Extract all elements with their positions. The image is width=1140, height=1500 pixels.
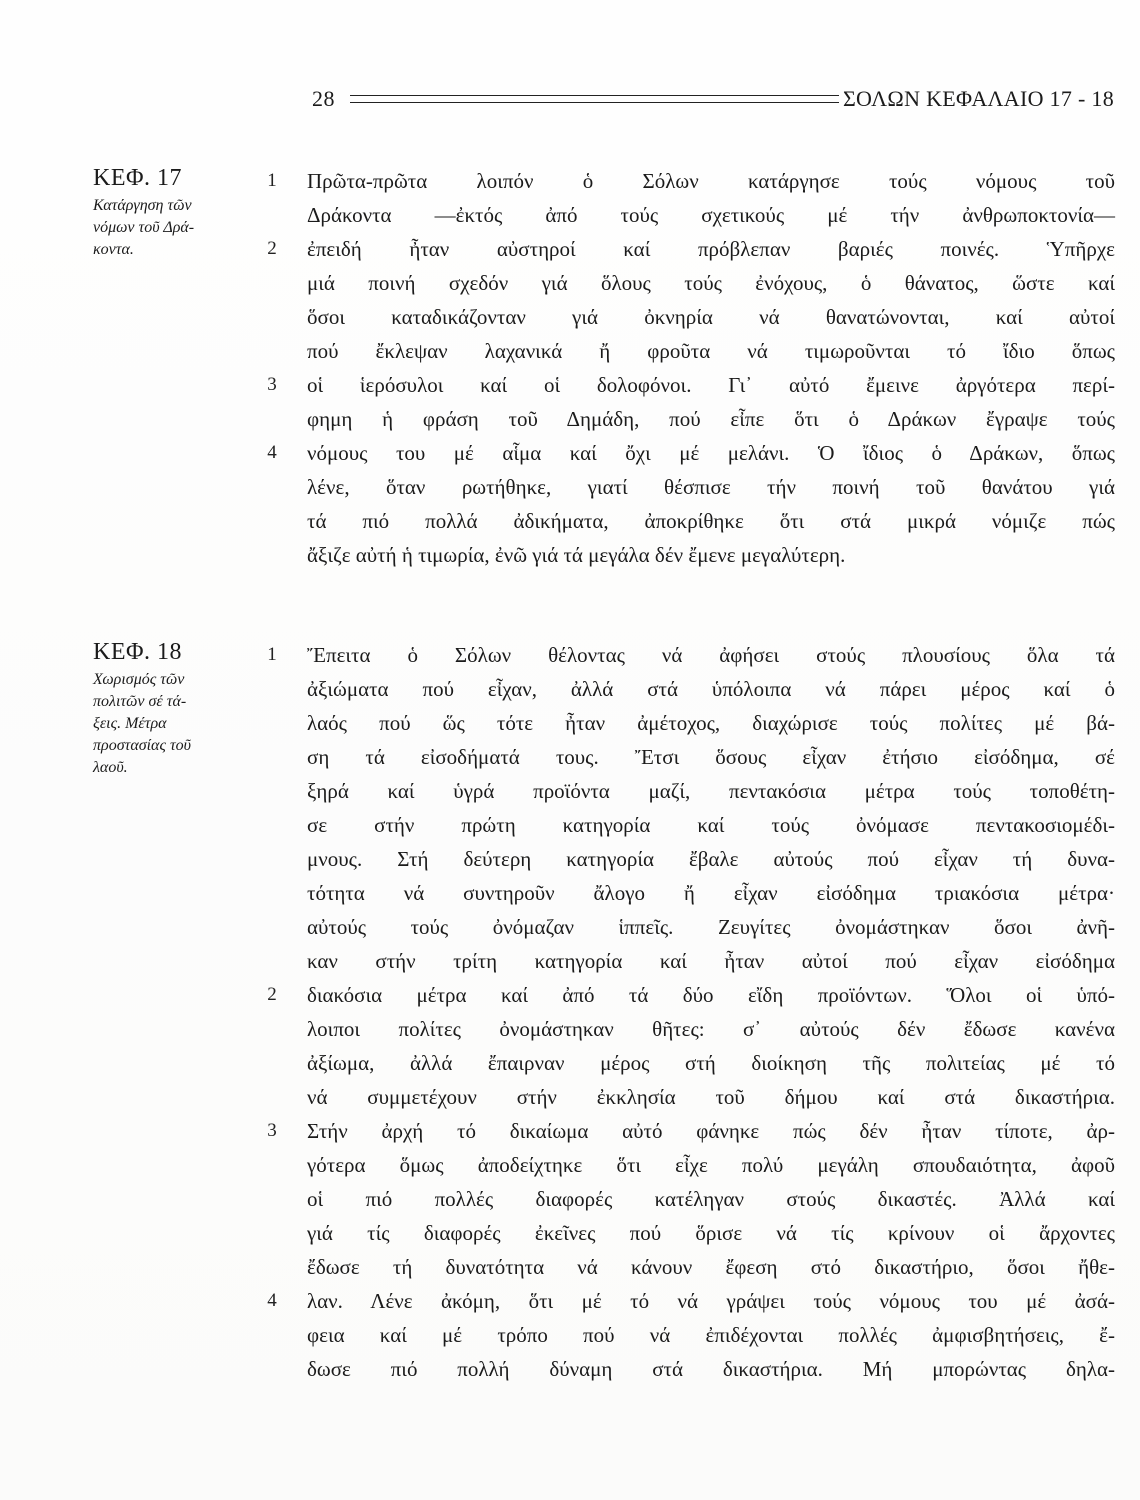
line-text: διακόσια μέτρα καί ἀπό τά δύο εἴδη προϊόντων. Ὅλοι οἱ ὑπό-	[307, 983, 1115, 1007]
paragraph-marker: 2	[267, 238, 277, 259]
chapter-18-side-note	[93, 638, 253, 779]
text-line	[267, 368, 1115, 402]
line-text: δωσε πιό πολλή δύναμη στά δικαστήρια. Μή μπορώντας δηλα-	[307, 1357, 1115, 1381]
text-line	[267, 232, 1115, 266]
chapter-17-note-line: Κατάργηση τῶν	[93, 197, 192, 214]
line-text: νόμους του μέ αἷμα καί ὄχι μέ μελάνι. Ὁ ἴδιος ὁ Δράκων, ὅπως	[307, 441, 1115, 465]
line-text: λένε, ὅταν ρωτήθηκε, γιατί θέσπισε τήν ποινή τοῦ θανάτου γιά	[307, 475, 1115, 499]
chapter-18-note-line: λαοῦ.	[93, 759, 128, 776]
chapter-17-note-line: κοντα.	[93, 241, 134, 258]
line-text: ἀξίωμα, ἀλλά ἔπαιρναν μέρος στή διοίκηση τῆς πολιτείας μέ τό	[307, 1051, 1115, 1075]
text-line	[307, 198, 1115, 232]
line-text: ἐπειδή ἦταν αὐστηροί καί πρόβλεπαν βαριές ποινές. Ὑπῆρχε	[307, 237, 1115, 261]
header-rule	[350, 95, 839, 103]
text-line	[307, 1046, 1115, 1080]
line-text: λαός πού ὥς τότε ἦταν ἀμέτοχος, διαχώρισε τούς πολίτες μέ βά-	[307, 711, 1115, 735]
line-text: Στήν ἀρχή τό δικαίωμα αὐτό φάνηκε πώς δέν ἦταν τίποτε, ἀρ-	[307, 1119, 1115, 1143]
paragraph-marker: 1	[267, 170, 277, 191]
line-text: γότερα ὅμως ἀποδείχτηκε ὅτι εἶχε πολύ μεγάλη σπουδαιότητα, ἀφοῦ	[307, 1153, 1115, 1177]
line-text: λαν. Λένε ἀκόμη, ὅτι μέ τό νά γράψει τούς νόμους του μέ ἀσά-	[307, 1289, 1115, 1313]
text-line	[307, 1352, 1115, 1386]
text-line	[307, 504, 1115, 538]
text-line	[307, 1216, 1115, 1250]
text-line	[307, 266, 1115, 300]
paragraph-marker: 3	[267, 374, 277, 395]
text-line	[307, 910, 1115, 944]
line-text: τά πιό πολλά ἀδικήματα, ἀποκρίθηκε ὅτι στά μικρά νόμιζε πώς	[307, 509, 1115, 533]
text-line	[307, 672, 1115, 706]
running-head-title: ΣΟΛΩΝ ΚΕΦΑΛΑΙΟ 17 - 18	[842, 86, 1114, 111]
text-line	[307, 1080, 1115, 1114]
chapter-18-label: ΚΕΦ. 18	[93, 639, 183, 665]
line-text: λοιποι πολίτες ὀνομάστηκαν θῆτες: σ᾽ αὐτούς δέν ἔδωσε κανένα	[307, 1017, 1115, 1041]
paragraph-marker: 4	[267, 1290, 277, 1311]
text-line	[307, 808, 1115, 842]
text-line	[307, 470, 1115, 504]
line-text: αὐτούς τούς ὀνόμαζαν ἱππεῖς. Ζευγίτες ὀνομάστηκαν ὅσοι ἀνῆ-	[307, 915, 1115, 939]
paragraph-marker: 2	[267, 984, 277, 1005]
text-line	[267, 164, 1115, 198]
text-line	[267, 978, 1115, 1012]
line-text: πού ἔκλεψαν λαχανικά ἤ φροῦτα νά τιμωροῦνται τό ἴδιο ὅπως	[307, 339, 1115, 363]
line-text: σε στήν πρώτη κατηγορία καί τούς ὀνόμασε πεντακοσιομέδι-	[307, 813, 1115, 837]
chapter-18-note-line: ξεις. Μέτρα	[93, 715, 167, 732]
text-line	[267, 436, 1115, 470]
chapter-18-note-line: προστασίας τοῦ	[93, 737, 192, 754]
text-line	[307, 1012, 1115, 1046]
line-text: ἔδωσε τή δυνατότητα νά κάνουν ἔφεση στό δικαστήριο, ὅσοι ἤθε-	[307, 1255, 1115, 1279]
text-line	[307, 944, 1115, 978]
line-text: οἱ ἱερόσυλοι καί οἱ δολοφόνοι. Γι᾽ αὐτό ἔμεινε ἀργότερα περί-	[307, 373, 1115, 397]
line-text: Δράκοντα —ἐκτός ἀπό τούς σχετικούς μέ τήν ἀνθρωποκτονία—	[307, 203, 1115, 227]
text-line	[307, 842, 1115, 876]
text-line	[307, 740, 1115, 774]
paragraph-marker: 4	[267, 442, 277, 463]
chapter-18-text	[267, 638, 1115, 1386]
line-text: οἱ πιό πολλές διαφορές κατέληγαν στούς δικαστές. Ἀλλά καί	[307, 1187, 1115, 1211]
chapter-18-note-line: Χωρισμός τῶν	[93, 671, 185, 688]
text-line	[307, 402, 1115, 436]
text-line	[307, 706, 1115, 740]
chapter-17-text	[267, 164, 1115, 572]
paragraph-marker: 1	[267, 644, 277, 665]
text-line	[307, 538, 1115, 572]
text-line	[307, 1182, 1115, 1216]
chapter-17-note-line: νόμων τοῦ Δρά-	[93, 219, 195, 236]
paragraph-marker: 3	[267, 1120, 277, 1141]
line-text: φεια καί μέ τρόπο πού νά ἐπιδέχονται πολλές ἀμφισβητήσεις, ἔ-	[307, 1323, 1115, 1347]
line-text: ση τά εἰσοδήματά τους. Ἔτσι ὅσους εἶχαν ἐτήσιο εἰσόδημα, σέ	[307, 745, 1115, 769]
line-text: μιά ποινή σχεδόν γιά ὅλους τούς ἐνόχους, ὁ θάνατος, ὥστε καί	[307, 271, 1115, 295]
line-text: Ἔπειτα ὁ Σόλων θέλοντας νά ἀφήσει στούς πλουσίους ὅλα τά	[307, 643, 1115, 667]
running-header	[312, 84, 1114, 114]
text-line	[267, 1284, 1115, 1318]
line-text: ξηρά καί ὑγρά προϊόντα μαζί, πεντακόσια μέτρα τούς τοποθέτη-	[307, 779, 1115, 803]
line-text: καν στήν τρίτη κατηγορία καί ἦταν αὐτοί πού εἶχαν εἰσόδημα	[307, 949, 1115, 973]
text-line	[307, 774, 1115, 808]
text-line	[307, 1318, 1115, 1352]
text-line	[307, 876, 1115, 910]
text-line	[307, 300, 1115, 334]
text-line	[267, 638, 1115, 672]
line-text: τότητα νά συντηροῦν ἄλογο ἤ εἶχαν εἰσόδημα τριακόσια μέτρα·	[307, 881, 1115, 905]
line-text: φημη ἡ φράση τοῦ Δημάδη, πού εἶπε ὅτι ὁ Δράκων ἔγραψε τούς	[307, 407, 1115, 431]
chapter-18-note-line: πολιτῶν σέ τά-	[93, 693, 187, 710]
text-line	[307, 1250, 1115, 1284]
chapter-17-label: ΚΕΦ. 17	[93, 165, 183, 191]
page-number: 28	[312, 86, 335, 111]
line-text: γιά τίς διαφορές ἐκεῖνες πού ὅρισε νά τίς κρίνουν οἱ ἄρχοντες	[307, 1221, 1115, 1245]
line-text: ἄξιζε αὐτή ἡ τιμωρία, ἐνῶ γιά τά μεγάλα δέν ἔμενε μεγαλύτερη.	[307, 543, 846, 567]
text-line	[307, 1148, 1115, 1182]
line-text: ὅσοι καταδικάζονταν γιά ὀκνηρία νά θανατώνονται, καί αὐτοί	[307, 305, 1115, 329]
text-line	[307, 334, 1115, 368]
chapter-17-side-note	[93, 164, 253, 261]
line-text: νά συμμετέχουν στήν ἐκκλησία τοῦ δήμου καί στά δικαστήρια.	[307, 1085, 1115, 1109]
line-text: μνους. Στή δεύτερη κατηγορία ἔβαλε αὐτούς πού εἶχαν τή δυνα-	[307, 847, 1115, 871]
line-text: Πρῶτα-πρῶτα λοιπόν ὁ Σόλων κατάργησε τούς νόμους τοῦ	[307, 169, 1115, 193]
text-line	[267, 1114, 1115, 1148]
line-text: ἀξιώματα πού εἶχαν, ἀλλά στά ὑπόλοιπα νά πάρει μέρος καί ὁ	[307, 677, 1115, 701]
